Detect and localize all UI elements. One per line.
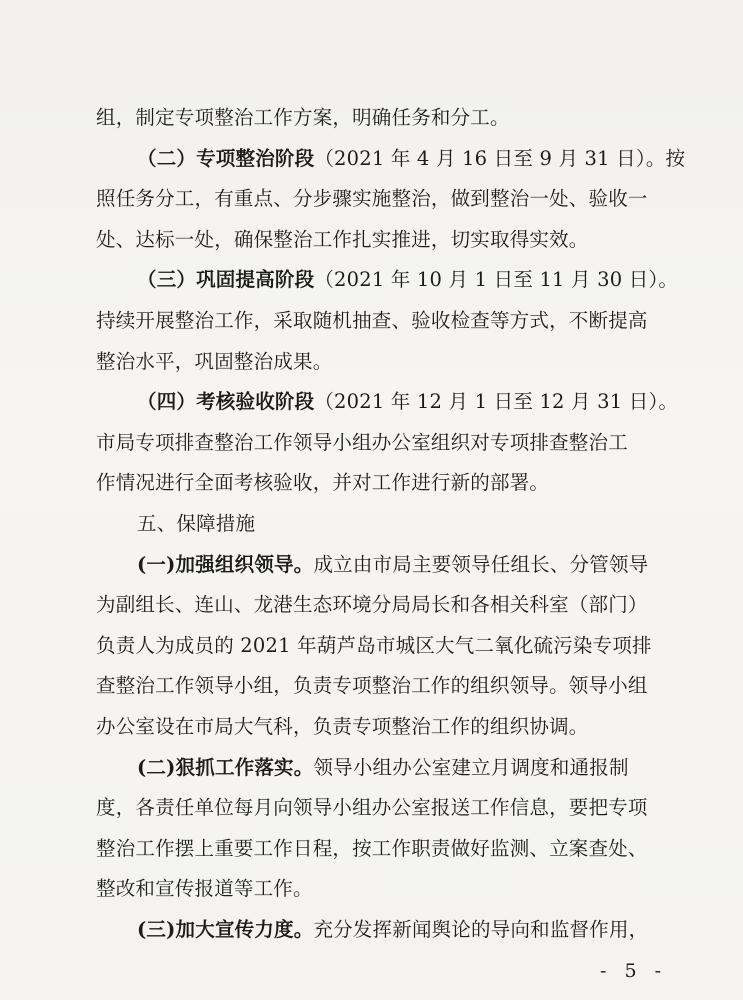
paragraph-line [0, 423, 743, 463]
paragraph-line [0, 666, 743, 706]
section-heading-line [0, 545, 743, 585]
text-run: （2021 年 4 月 16 日至 9 月 31 日）。按 [314, 146, 686, 170]
section-heading-line [0, 910, 743, 950]
section-heading-line [0, 260, 743, 300]
text-run: 整治工作摆上重要工作日程，按工作职责做好监测、立案查处、 [96, 836, 648, 860]
paragraph-line [0, 869, 743, 909]
paragraph-line [0, 788, 743, 828]
page-number: - 5 - [600, 960, 668, 982]
section-heading: (三)加大宣传力度。 [137, 918, 314, 941]
text-run: 负责人为成员的 2021 年葫芦岛市城区大气二氧化硫污染专项排 [96, 633, 652, 657]
text-run: 度，各责任单位每月向领导小组办公室报送工作信息，要把专项 [96, 796, 648, 820]
section-heading-line [0, 382, 743, 422]
text-run: （2021 年 12 月 1 日至 12 月 31 日）。 [314, 390, 679, 414]
text-run: 整改和宣传报道等工作。 [96, 877, 313, 901]
text-run: 处、达标一处，确保整治工作扎实推进，切实取得实效。 [96, 227, 589, 251]
text-run: 为副组长、连山、龙港生态环境分局局长和各相关科室（部门） [96, 593, 648, 617]
text-run: 成立由市局主要领导任组长、分管领导 [313, 552, 649, 576]
paragraph-line [0, 463, 743, 503]
text-run: 照任务分工，有重点、分步骤实施整治，做到整治一处、验收一 [96, 187, 648, 211]
text-run: （2021 年 10 月 1 日至 11 月 30 日）。 [314, 268, 679, 292]
section-heading-line [0, 139, 743, 179]
text-run: 领导小组办公室建立月调度和通报制 [313, 755, 629, 779]
section-heading: （三）巩固提高阶段 [137, 268, 315, 292]
text-run: 市局专项排查整治工作领导小组办公室组织对专项排查整治工 [96, 430, 628, 454]
text-run: 作情况进行全面考核验收，并对工作进行新的部署。 [96, 471, 550, 495]
text-run: 组，制定专项整治工作方案，明确任务和分工。 [96, 106, 510, 129]
chapter-heading: 五、保障措施 [137, 512, 256, 535]
text-run: 持续开展整治工作，采取随机抽查、验收检查等方式，不断提高 [96, 309, 648, 332]
text-run: 办公室设在市局大气科，负责专项整治工作的组织协调。 [96, 715, 589, 738]
paragraph-line [0, 220, 743, 260]
section-heading: (二)狠抓工作落实。 [137, 755, 314, 779]
paragraph-line [0, 179, 743, 219]
paragraph-line [0, 585, 743, 625]
paragraph-line [0, 707, 743, 747]
paragraph-line [0, 626, 743, 666]
section-heading: (一)加强组织领导。 [137, 552, 314, 576]
paragraph-line [0, 301, 743, 341]
text-run: 整治水平，巩固整治成果。 [96, 349, 333, 373]
paragraph-line [0, 829, 743, 869]
section-heading: （二）专项整治阶段 [137, 146, 315, 170]
paragraph-line [0, 342, 743, 382]
section-heading: （四）考核验收阶段 [137, 390, 315, 414]
paragraph-line [0, 98, 743, 138]
text-run: 充分发挥新闻舆论的导向和监督作用， [313, 918, 649, 941]
section-heading-line [0, 748, 743, 788]
chapter-heading-line [0, 504, 743, 544]
text-run: 查整治工作领导小组，负责专项整治工作的组织领导。领导小组 [96, 674, 648, 698]
